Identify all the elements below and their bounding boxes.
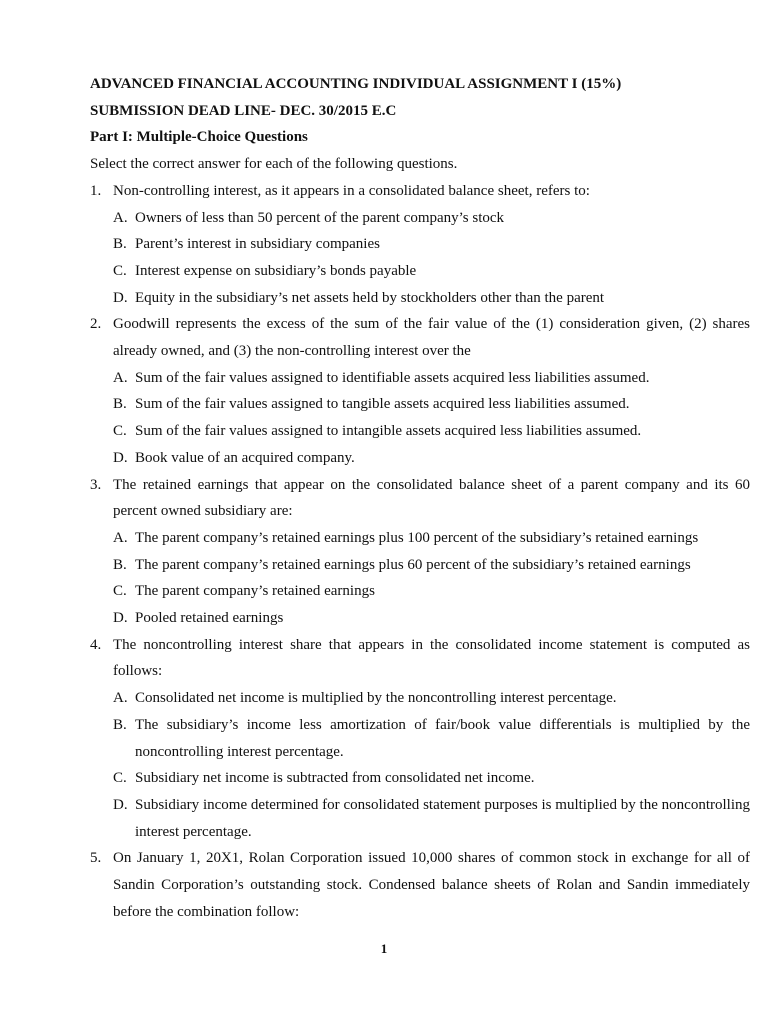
option-letter: D. xyxy=(113,610,128,627)
answer-option xyxy=(113,525,750,552)
option-text: The parent company’s retained earnings plus 60 percent of the subsidiary’s retained earnings xyxy=(135,556,691,573)
question-number: 2. xyxy=(90,316,102,333)
option-text: Subsidiary net income is subtracted from consolidated net income. xyxy=(135,770,535,787)
answer-option xyxy=(113,445,750,472)
option-letter: B. xyxy=(113,556,127,573)
question-item xyxy=(90,632,750,685)
option-text: Book value of an acquired company. xyxy=(135,449,355,466)
question-text: The retained earnings that appear on the consolidated balance sheet of a parent company and its 60 percent owned subsidiary are: xyxy=(113,476,750,520)
option-letter: C. xyxy=(113,770,127,787)
document-content xyxy=(90,71,750,926)
option-text: The parent company’s retained earnings plus 100 percent of the subsidiary’s retained earnings xyxy=(135,529,699,546)
question-item xyxy=(90,472,750,525)
question-text: On January 1, 20X1, Rolan Corporation issued 10,000 shares of common stock in exchange for all of Sandin Corporation’s outstanding stock. Condensed balance sheets of Rolan and Sandin immediately before the combination follow: xyxy=(113,850,750,920)
option-letter: A. xyxy=(113,209,128,226)
submission-deadline: SUBMISSION DEAD LINE- DEC. 30/2015 E.C xyxy=(90,102,397,119)
question-text: Non-controlling interest, as it appears in a consolidated balance sheet, refers to: xyxy=(113,182,590,199)
option-text: Pooled retained earnings xyxy=(135,610,284,627)
option-text: Sum of the fair values assigned to tangible assets acquired less liabilities assumed. xyxy=(135,396,630,413)
option-letter: D. xyxy=(113,449,128,466)
option-letter: C. xyxy=(113,583,127,600)
option-letter: A. xyxy=(113,529,128,546)
option-letter: C. xyxy=(113,423,127,440)
page-number: 1 xyxy=(380,941,388,956)
answer-option xyxy=(113,578,750,605)
option-letter: B. xyxy=(113,716,127,733)
question-number: 3. xyxy=(90,476,102,493)
option-text: Sum of the fair values assigned to identifiable assets acquired less liabilities assumed. xyxy=(135,369,650,386)
answer-option xyxy=(113,285,750,312)
option-text: Owners of less than 50 percent of the parent company’s stock xyxy=(135,209,505,226)
answer-option xyxy=(113,231,750,258)
option-text: Parent’s interest in subsidiary companies xyxy=(135,236,380,253)
answer-option xyxy=(113,552,750,579)
question-item xyxy=(90,311,750,364)
option-text: Consolidated net income is multiplied by the noncontrolling interest percentage. xyxy=(135,690,617,707)
answer-option xyxy=(113,712,750,765)
answer-option xyxy=(113,792,750,845)
answer-option xyxy=(113,391,750,418)
question-text: Goodwill represents the excess of the sum of the fair value of the (1) consideration given, (2) shares already owned, and (3) the non-controlling interest over the xyxy=(113,316,750,360)
answer-option xyxy=(113,258,750,285)
question-number: 4. xyxy=(90,636,102,653)
question-number: 1. xyxy=(90,182,102,199)
option-letter: B. xyxy=(113,396,127,413)
option-letter: B. xyxy=(113,236,127,253)
option-text: Sum of the fair values assigned to intangible assets acquired less liabilities assumed. xyxy=(135,423,642,440)
option-text: Subsidiary income determined for consolidated statement purposes is multiplied by the noncontrolling interest percentage. xyxy=(135,796,750,840)
question-number: 5. xyxy=(90,850,102,867)
question-list xyxy=(90,178,750,926)
option-letter: D. xyxy=(113,289,128,306)
instructions: Select the correct answer for each of the following questions. xyxy=(90,156,458,173)
option-letter: A. xyxy=(113,690,128,707)
answer-option xyxy=(113,205,750,232)
question-item xyxy=(90,845,750,925)
answer-option xyxy=(113,765,750,792)
option-text: The parent company’s retained earnings xyxy=(135,583,375,600)
option-text: Equity in the subsidiary’s net assets held by stockholders other than the parent xyxy=(135,289,605,306)
option-letter: A. xyxy=(113,369,128,386)
question-text: The noncontrolling interest share that appears in the consolidated income statement is computed as follows: xyxy=(113,636,750,680)
answer-option xyxy=(113,418,750,445)
assignment-title: ADVANCED FINANCIAL ACCOUNTING INDIVIDUAL ASSIGNMENT I (15%) xyxy=(90,76,622,92)
answer-option xyxy=(113,605,750,632)
question-item xyxy=(90,178,750,205)
part-title: Part I: Multiple-Choice Questions xyxy=(90,129,308,146)
option-letter: D. xyxy=(113,796,128,813)
option-text: Interest expense on subsidiary’s bonds payable xyxy=(135,262,417,279)
option-letter: C. xyxy=(113,262,127,279)
answer-option xyxy=(113,685,750,712)
option-text: The subsidiary’s income less amortization of fair/book value differentials is multiplied by the noncontrolling interest percentage. xyxy=(135,716,750,760)
answer-option xyxy=(113,365,750,392)
